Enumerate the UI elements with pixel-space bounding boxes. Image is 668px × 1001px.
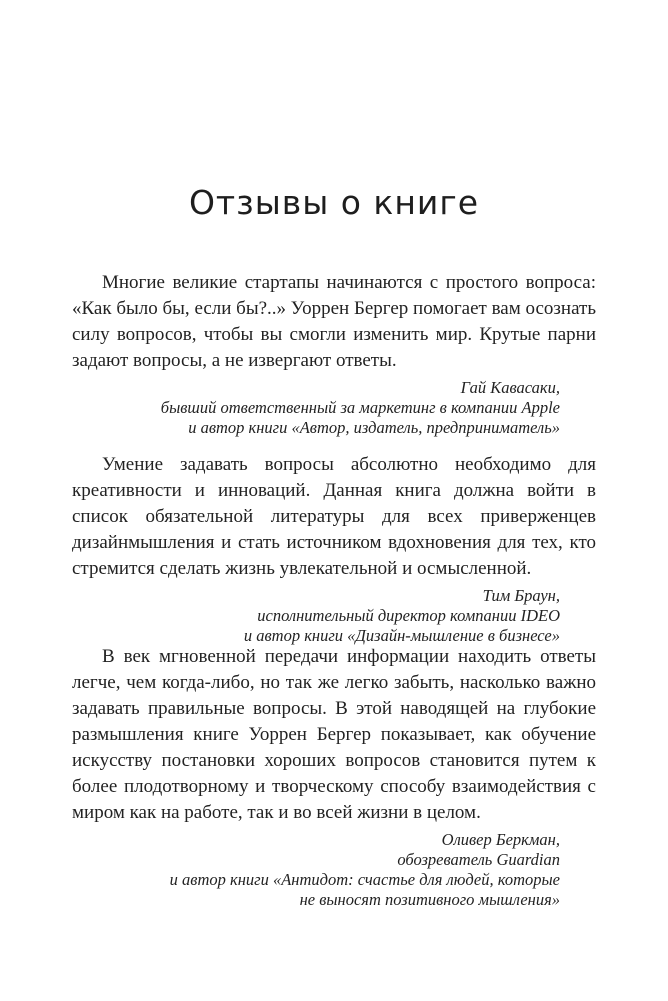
attribution-line: не выносят позитивного мышления» — [299, 890, 560, 909]
review-attribution — [72, 378, 596, 438]
attribution-line: Тим Браун, — [482, 586, 560, 605]
attribution-line: и автор книги «Автор, издатель, предприниматель» — [188, 418, 560, 437]
attribution-line: исполнительный директор компании IDEO — [257, 606, 560, 625]
attribution-line: Оливер Беркман, — [441, 830, 560, 849]
attribution-line: бывший ответственный за маркетинг в компании Apple — [160, 398, 560, 417]
attribution-line: обозреватель Guardian — [397, 850, 560, 869]
attribution-line: Гай Кавасаки, — [460, 378, 560, 397]
page-title: Отзывы о книге — [188, 183, 480, 222]
attribution-line: и автор книги «Антидот: счастье для людей, которые — [169, 870, 560, 889]
review-brown — [72, 452, 596, 646]
attribution-line: и автор книги «Дизайн-мышление в бизнесе» — [243, 626, 560, 645]
review-text: В век мгновенной передачи информации находить ответы легче, чем когда-либо, но так же легко забыть, насколько важно задавать правильные вопросы. В этой наводящей на глубокие размышления книге Уоррен Бергер показывает, как обучение искусству постановки хороших вопросов становится путем к более плодотворному и творческому способу взаимодействия с миром как на работе, так и во всей жизни в целом. — [72, 646, 596, 823]
review-text: Многие великие стартапы начинаются с простого вопроса: «Как было бы, если бы?..» Уоррен Бергер помогает вам осознать силу вопросов, чтобы вы смогли изменить мир. Крутые парни задают вопросы, а не извергают ответы. — [72, 272, 596, 371]
review-burkeman — [72, 644, 596, 910]
review-attribution — [72, 830, 596, 910]
review-kawasaki — [72, 270, 596, 438]
review-text: Умение задавать вопросы абсолютно необходимо для креативности и инноваций. Данная книга должна войти в список обязательной литературы для всех приверженцев дизайнмышления и стать источником вдохновения для тех, кто стремится сделать жизнь увлекательной и осмысленной. — [72, 454, 596, 579]
review-attribution — [72, 586, 596, 646]
